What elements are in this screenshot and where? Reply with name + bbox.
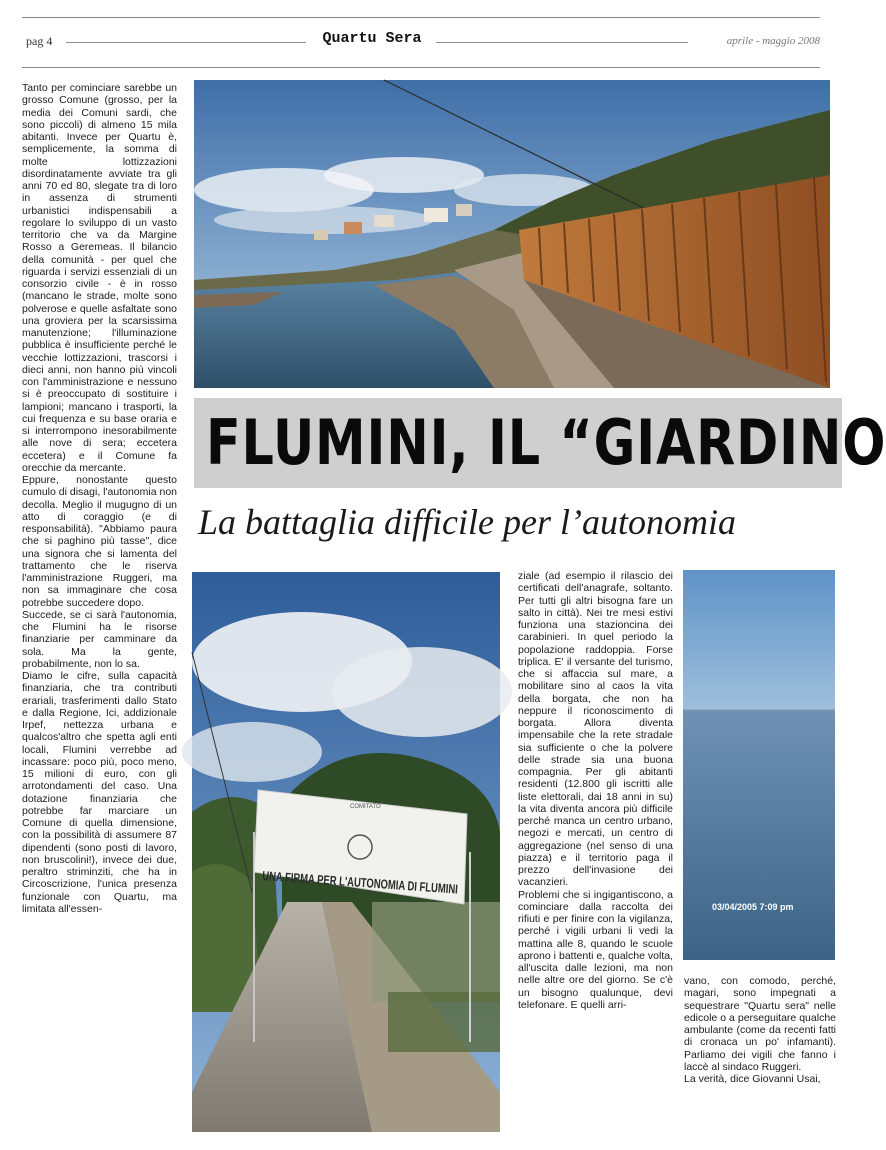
paragraph: vano, con comodo, perché, magari, sono impegnati a sequestrare "Quartu sera" nelle edicole o a perseguitare qualche ambulante (come da recenti fatti di cronaca un po' infamanti). Parliamo dei vigili che fanno i laccè al sindaco Ruggeri.: [684, 975, 836, 1073]
top-rule: [22, 17, 820, 18]
paragraph: Eppure, nonostante questo cumulo di disagi, l'autonomia non decolla. Meglio il mugugno di un atto di coraggio (e di responsabilità). "Abbiamo paura che si paghino più tasse", dice una signora che si lamenta del trattamento che le riserva l'amministrazione Ruggeri, ma non sa immaginare che cosa potrebbe succedere dopo.: [22, 474, 177, 609]
paragraph: Diamo le cifre, sulla capacità finanziaria, che tra contributi erariali, trasferimenti dallo Stato e dalla Regione, Ici, addizionale Irpef, nettezza urbana e qualcos'altro che spetta agli enti locali, Flumini verrebbe ad incassare: poco più, poco meno, 15 milioni di euro, con gli arrotondamenti del caso. Una dotazione finanziaria che potrebbe far marciare un Comune di quella dimensione, con la possibilità di assumere 87 dipendenti (sono posti di lavoro, non bruscolini!), invece dei due, peraltro striminziti, che ha in Circoscrizione, l'unica presenza funzionale con Quartu, ma limitata all'essen-: [22, 670, 177, 915]
header-bottom-rule: [22, 67, 820, 68]
road-banner-photo: [192, 572, 532, 1132]
paragraph: La verità, dice Giovanni Usai,: [684, 1073, 821, 1085]
headline: FLUMINI, IL “GIARDINO: [206, 406, 886, 479]
article-column-2: [518, 570, 673, 1130]
masthead-title: Quartu Sera: [322, 30, 422, 47]
banner-main-text: UNA FIRMA PER L'AUTONOMIA DI FLUMINI: [261, 868, 532, 902]
article-column-1: [22, 82, 177, 1132]
issue-date: aprile - maggio 2008: [726, 35, 820, 47]
article-column-3: [684, 975, 836, 1125]
coast-fence-photo: [194, 80, 830, 388]
headline-band: [194, 398, 886, 488]
paragraph: ziale (ad esempio il rilascio dei certificati dell'anagrafe, soltanto. Per tutti gli altri bisogna fare un salto in città). Nei tre mesi estivi funziona una stazioncina dei carabinieri. In quel periodo la popolazione raddoppia. Forse triplica. E' il versante del turismo, che si affaccia sul mare, a mobilitare sino al caos la vita della borgata, che non ha neppure il riconoscimento di borgata. Allora diventa impensabile che la rete stradale sia sufficiente o che la polvere delle strade sia una buona compagnia. Per gli abitanti residenti (12.800 gli iscritti alle liste elettorali, dai 18 anni in su) la vita diventa ancora più difficile perché manca un centro urbano, negozi e mercati, un centro di aggregazione (nel senso di una piazza) e il territorio paga il prezzo dell'invasione dei vacanzieri.: [518, 570, 673, 889]
banner-small-text: COMITATO: [350, 804, 381, 810]
photo-timestamp: 03/04/2005 7:09 pm: [712, 902, 794, 912]
paragraph: Succede, se ci sarà l'autonomia, che Flumini ha le risorse finanziarie per camminare da sola. Ma la gente, probabilmente, non lo sa.: [22, 608, 177, 670]
subtitle: La battaglia difficile per l’autonomia: [198, 502, 736, 542]
header-rule-right: [436, 42, 688, 43]
page-number: pag 4: [26, 34, 53, 48]
header-rule-left: [66, 42, 306, 43]
paragraph: Tanto per cominciare sarebbe un grosso Comune (grosso, per la media dei Comuni sardi, che sono piccoli) di almeno 15 mila abitanti. Invece per Quartu è, semplicemente, la somma di molte lottizzazioni disordinatamente avviate tra gli anni 70 ed 80, slegate tra di loro in assenza di strumenti urbanistici indispensabili a regolare lo sviluppo di un vasto territorio che va da Margine Rosso a Geremeas. Il bilancio della comunità - per quel che riguarda i servizi essenziali di un consorzio civile - è in rosso (mancano le strade, molte sono polverose e quelle asfaltate sono una groviera per la scarsissima manutenzione; l'illuminazione pubblica è insufficiente perché le vecchie lottizzazioni, trascorsi i dieci anni, non hanno più vincoli con l'amministrazione e nessuno si è preoccupato di sostituire i lampioni; mancano i trasporti, la cui frequenza e su base oraria e si interrompono inesorabilmente alle nove di sera; eccetera eccetera) e il Comune fa orecchie da mercante.: [22, 82, 177, 474]
paragraph: Problemi che si ingigantiscono, a cominciare dalla raccolta dei rifiuti e per finire con la vigilanza, perché i vigili urbani li vedi la mattina alle 8, quando le scuole aprono i battenti e, qualche volta, all'uscita dalle lezioni, ma non nelle altre ore del giorno. Se c'è un bisogno qualunque, devi telefonare. E quelli arri-: [518, 888, 673, 1011]
